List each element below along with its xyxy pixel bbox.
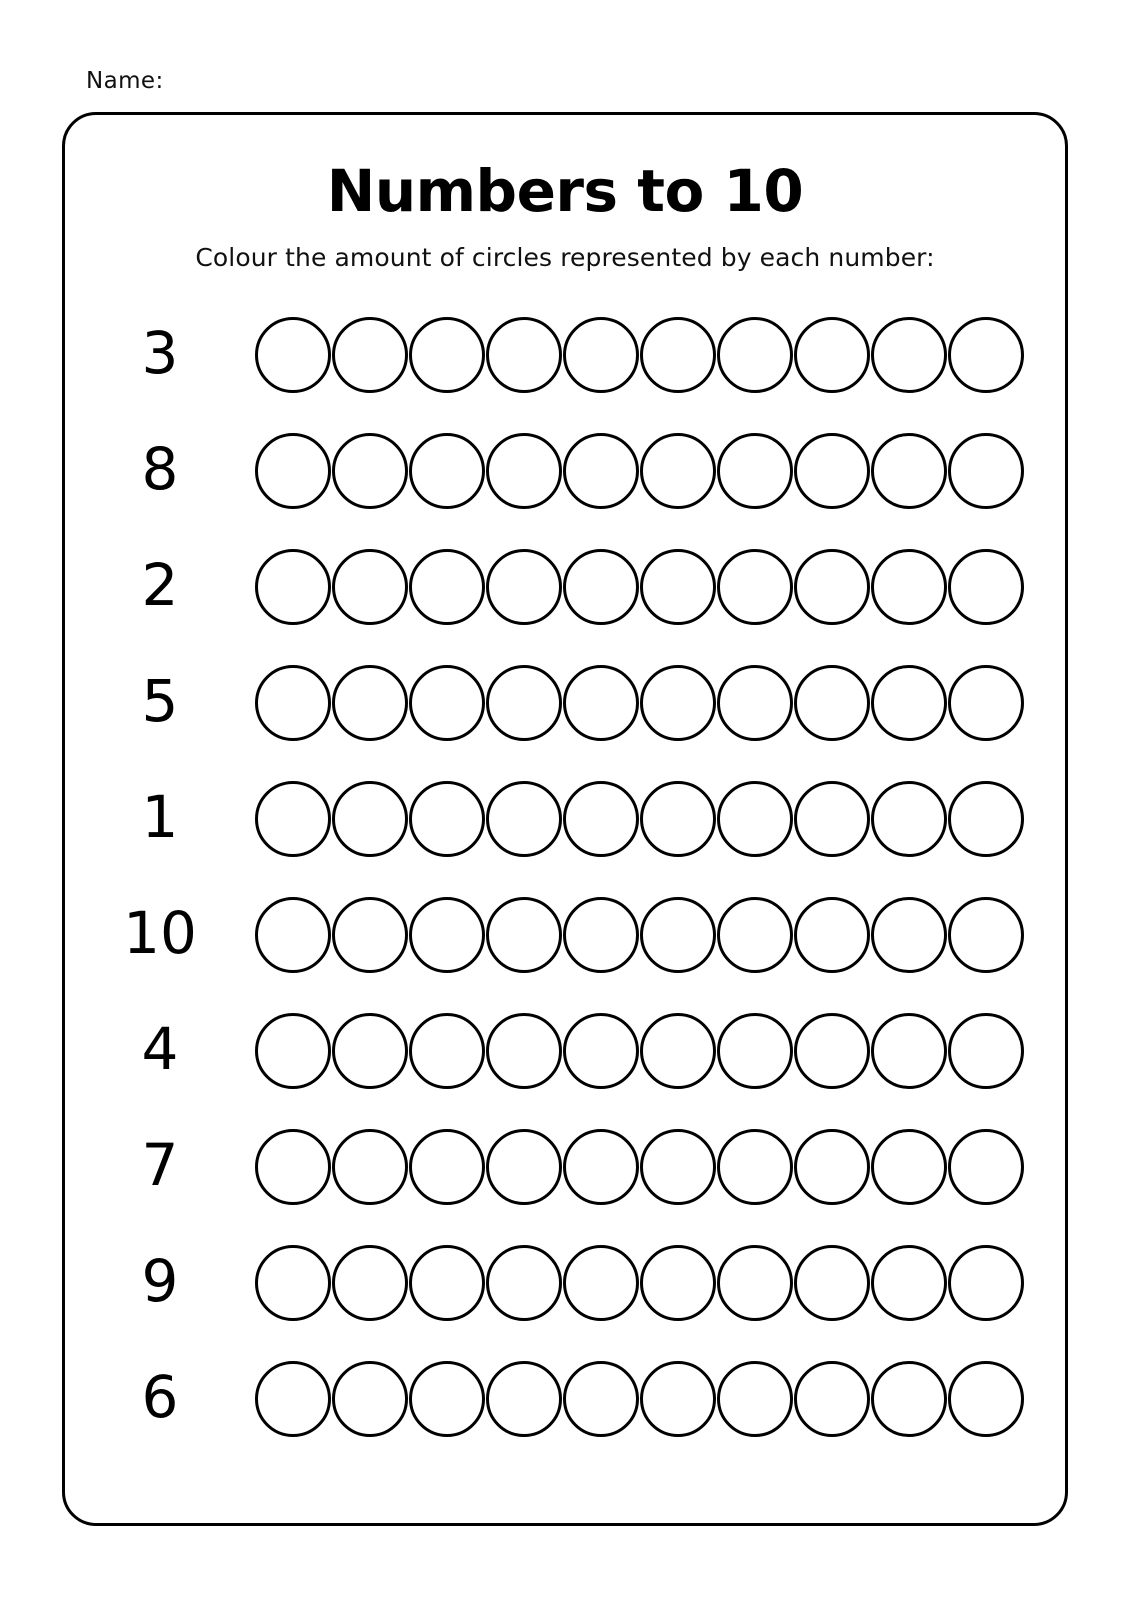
colouring-circle[interactable] [794,665,870,741]
colouring-circle[interactable] [794,1361,870,1437]
colouring-circle[interactable] [640,1013,716,1089]
colouring-circle[interactable] [948,665,1024,741]
colouring-circle[interactable] [486,1361,562,1437]
circle-group [255,897,1024,973]
colouring-circle[interactable] [717,665,793,741]
row-number-label: 1 [141,783,179,851]
colouring-circle[interactable] [948,781,1024,857]
colouring-circle[interactable] [563,897,639,973]
colouring-circle[interactable] [717,1361,793,1437]
exercise-row [65,1225,1065,1341]
colouring-circle[interactable] [794,1245,870,1321]
colouring-circle[interactable] [563,1361,639,1437]
colouring-circle[interactable] [563,1245,639,1321]
colouring-circle[interactable] [563,781,639,857]
colouring-circle[interactable] [948,317,1024,393]
circle-group [255,549,1024,625]
circle-group [255,1013,1024,1089]
exercise-row [65,1341,1065,1457]
circle-group [255,1361,1024,1437]
colouring-circle[interactable] [871,1129,947,1205]
colouring-circle[interactable] [948,549,1024,625]
colouring-circle[interactable] [794,1129,870,1205]
colouring-circle[interactable] [255,549,331,625]
page-title: Numbers to 10 [326,157,804,225]
colouring-circle[interactable] [409,1129,485,1205]
colouring-circle[interactable] [486,897,562,973]
colouring-circle[interactable] [640,1129,716,1205]
colouring-circle[interactable] [640,549,716,625]
colouring-circle[interactable] [871,897,947,973]
colouring-circle[interactable] [409,665,485,741]
colouring-circle[interactable] [871,1245,947,1321]
colouring-circle[interactable] [409,1361,485,1437]
colouring-circle[interactable] [332,1361,408,1437]
name-label: Name: [86,68,164,94]
colouring-circle[interactable] [640,665,716,741]
colouring-circle[interactable] [332,1245,408,1321]
colouring-circle[interactable] [640,897,716,973]
colouring-circle[interactable] [871,1013,947,1089]
row-number-label: 6 [141,1363,179,1431]
colouring-circle[interactable] [871,665,947,741]
exercise-row [65,877,1065,993]
colouring-circle[interactable] [640,433,716,509]
colouring-circle[interactable] [332,317,408,393]
colouring-circle[interactable] [332,897,408,973]
colouring-circle[interactable] [486,549,562,625]
colouring-circle[interactable] [948,1013,1024,1089]
colouring-circle[interactable] [717,897,793,973]
colouring-circle[interactable] [486,1013,562,1089]
row-number-label: 8 [141,435,179,503]
colouring-circle[interactable] [332,433,408,509]
exercise-rows [65,297,1065,1499]
colouring-circle[interactable] [255,781,331,857]
colouring-circle[interactable] [255,1013,331,1089]
colouring-circle[interactable] [332,1013,408,1089]
colouring-circle[interactable] [409,317,485,393]
colouring-circle[interactable] [563,317,639,393]
circle-group [255,317,1024,393]
colouring-circle[interactable] [794,897,870,973]
exercise-row [65,761,1065,877]
row-number-label: 3 [141,319,179,387]
exercise-row [65,645,1065,761]
colouring-circle[interactable] [871,549,947,625]
colouring-circle[interactable] [948,897,1024,973]
colouring-circle[interactable] [794,317,870,393]
colouring-circle[interactable] [563,433,639,509]
colouring-circle[interactable] [332,1129,408,1205]
colouring-circle[interactable] [409,897,485,973]
exercise-row [65,529,1065,645]
colouring-circle[interactable] [948,1245,1024,1321]
colouring-circle[interactable] [563,665,639,741]
colouring-circle[interactable] [486,1245,562,1321]
exercise-row [65,993,1065,1109]
exercise-row [65,1109,1065,1225]
colouring-circle[interactable] [717,1129,793,1205]
colouring-circle[interactable] [640,1245,716,1321]
colouring-circle[interactable] [332,549,408,625]
colouring-circle[interactable] [332,665,408,741]
row-number-label: 2 [141,551,179,619]
colouring-circle[interactable] [640,317,716,393]
colouring-circle[interactable] [409,781,485,857]
colouring-circle[interactable] [255,1245,331,1321]
exercise-row [65,297,1065,413]
colouring-circle[interactable] [871,1361,947,1437]
circle-group [255,781,1024,857]
colouring-circle[interactable] [563,1013,639,1089]
colouring-circle[interactable] [640,781,716,857]
colouring-circle[interactable] [409,549,485,625]
worksheet-frame [62,112,1068,1526]
colouring-circle[interactable] [332,781,408,857]
colouring-circle[interactable] [409,1245,485,1321]
colouring-circle[interactable] [640,1361,716,1437]
colouring-circle[interactable] [409,1013,485,1089]
colouring-circle[interactable] [794,433,870,509]
row-number-label: 7 [141,1131,179,1199]
exercise-row [65,413,1065,529]
colouring-circle[interactable] [255,1361,331,1437]
colouring-circle[interactable] [486,665,562,741]
colouring-circle[interactable] [486,1129,562,1205]
colouring-circle[interactable] [871,433,947,509]
colouring-circle[interactable] [717,781,793,857]
colouring-circle[interactable] [255,317,331,393]
colouring-circle[interactable] [255,1129,331,1205]
colouring-circle[interactable] [486,433,562,509]
colouring-circle[interactable] [871,317,947,393]
colouring-circle[interactable] [717,549,793,625]
colouring-circle[interactable] [486,317,562,393]
circle-group [255,433,1024,509]
colouring-circle[interactable] [948,1361,1024,1437]
colouring-circle[interactable] [409,433,485,509]
row-number-label: 5 [141,667,179,735]
row-number-label: 4 [141,1015,179,1083]
colouring-circle[interactable] [717,317,793,393]
colouring-circle[interactable] [486,781,562,857]
colouring-circle[interactable] [794,549,870,625]
colouring-circle[interactable] [717,433,793,509]
circle-group [255,1129,1024,1205]
colouring-circle[interactable] [948,433,1024,509]
row-number-label: 10 [123,899,197,967]
instructions-text: Colour the amount of circles represented by each number: [195,243,935,272]
colouring-circle[interactable] [563,1129,639,1205]
colouring-circle[interactable] [255,433,331,509]
row-number-label: 9 [141,1247,179,1315]
circle-group [255,1245,1024,1321]
colouring-circle[interactable] [794,781,870,857]
colouring-circle[interactable] [871,781,947,857]
colouring-circle[interactable] [794,1013,870,1089]
colouring-circle[interactable] [563,549,639,625]
colouring-circle[interactable] [255,665,331,741]
colouring-circle[interactable] [255,897,331,973]
circle-group [255,665,1024,741]
colouring-circle[interactable] [717,1245,793,1321]
colouring-circle[interactable] [717,1013,793,1089]
colouring-circle[interactable] [948,1129,1024,1205]
